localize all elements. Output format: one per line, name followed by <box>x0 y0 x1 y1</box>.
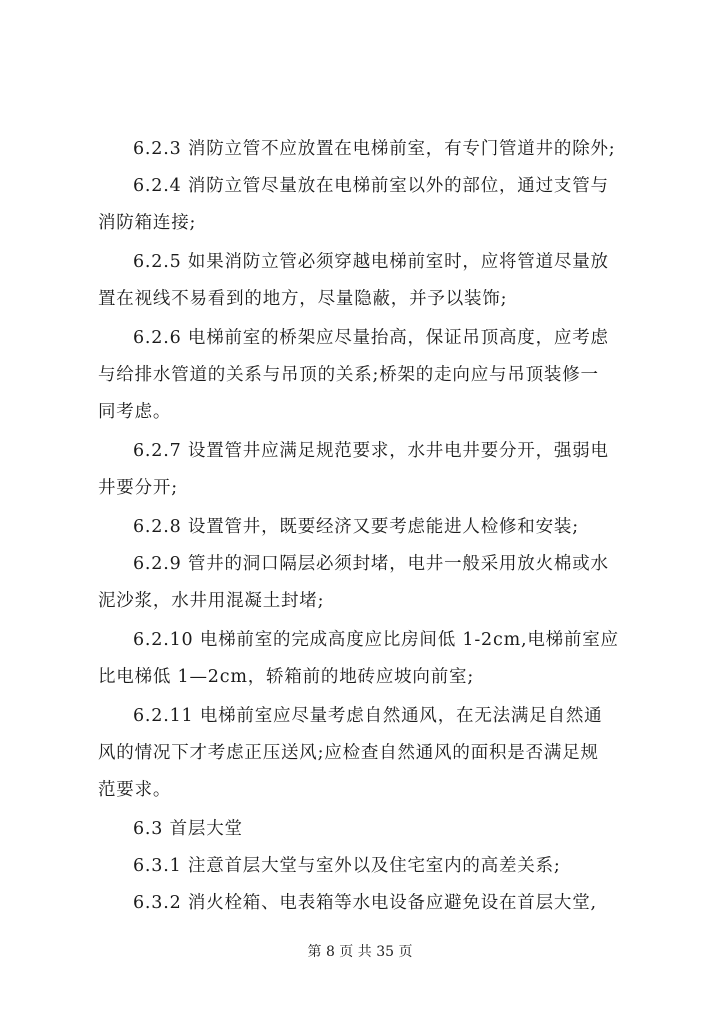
text-line: 与给排水管道的关系与吊顶的关系;桥架的走向应与吊顶装修一 <box>98 365 599 385</box>
text-line: 6.2.8 设置管井，既要经济又要考虑能进人检修和安装; <box>133 517 579 537</box>
text-line: 6.2.5 如果消防立管必须穿越电梯前室时，应将管道尽量放 <box>133 252 609 272</box>
text-line: 6.2.3 消防立管不应放置在电梯前室，有专门管道井的除外; <box>133 139 616 159</box>
text-line: 比电梯低 1—2cm，轿箱前的地砖应坡向前室; <box>98 667 475 687</box>
page-footer: 第 8 页 共 35 页 <box>307 944 413 960</box>
text-line: 6.3.2 消火栓箱、电表箱等水电设备应避免设在首层大堂, <box>133 893 597 913</box>
text-line: 6.3.1 注意首层大堂与室外以及住宅室内的高差关系; <box>133 856 561 876</box>
text-line: 同考虑。 <box>98 402 172 422</box>
text-line: 井要分开; <box>98 478 178 498</box>
text-line: 范要求。 <box>98 780 172 800</box>
text-line: 6.2.4 消防立管尽量放在电梯前室以外的部位，通过支管与 <box>133 176 609 196</box>
text-line: 6.2.10 电梯前室的完成高度应比房间低 1-2cm,电梯前室应 <box>133 630 619 650</box>
text-line: 风的情况下才考虑正压送风;应检查自然通风的面积是否满足规 <box>98 743 599 763</box>
text-line: 6.2.11 电梯前室应尽量考虑自然通风，在无法满足自然通 <box>133 706 603 726</box>
text-line: 6.2.7 设置管井应满足规范要求，水井电井要分开，强弱电 <box>133 441 609 461</box>
section-heading: 6.3 首层大堂 <box>133 819 243 839</box>
text-line: 6.2.9 管井的洞口隔层必须封堵，电井一般采用放火棉或水 <box>133 554 609 574</box>
text-line: 6.2.6 电梯前室的桥架应尽量抬高，保证吊顶高度，应考虑 <box>133 328 609 348</box>
text-line: 泥沙浆，水井用混凝土封堵; <box>98 591 325 611</box>
text-line: 消防箱连接; <box>98 213 197 233</box>
text-line: 置在视线不易看到的地方，尽量隐蔽，并予以装饰; <box>98 289 508 309</box>
